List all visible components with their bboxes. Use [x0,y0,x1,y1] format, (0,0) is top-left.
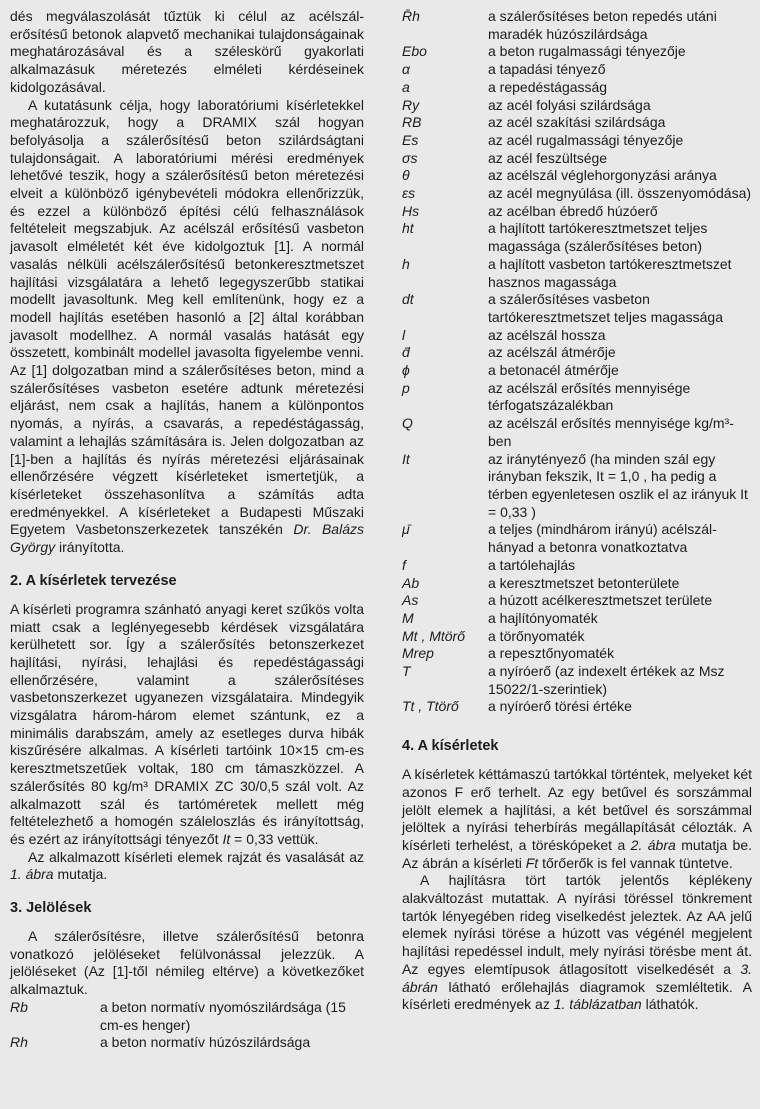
symbol-definition: az acélszál erősítés mennyisége kg/m³-ben [488,415,734,449]
symbol-definition: az acél feszültsége [488,149,608,166]
symbol-definition: a szálerősítéses vasbeton tartókeresztmetszet teljes magassága [488,291,723,325]
symbol-row [402,61,752,79]
symbol-definition: a repedéstágasság [488,78,608,95]
symbol-row [402,203,752,221]
symbol: ht [402,220,414,237]
symbol: M [402,609,414,626]
symbol-definition: a beton normatív nyomószilárdsága (15 cm-es henger) [100,998,346,1033]
symbol-definition: a szálerősítéses beton repedés utáni maradék húzószilárdsága [488,8,717,42]
symbol: R̄h [402,8,420,24]
supervisor-name: Dr. Balázs György [10,521,364,556]
symbol-row [402,256,752,291]
paragraph-figure-ref-text: Az alkalmazott kísérleti elemek rajzát és vasalását az [28,848,364,865]
symbol: θ [402,167,410,184]
symbol-definition: a törőnyomaték [488,627,585,644]
paragraph-experiments-end: tőrőerők is fel vannak tüntetve. [538,854,733,871]
left-column [10,8,364,1052]
paragraph-experiments-mid: mutatja be. Az ábrán a kísérleti [402,836,752,871]
symbol: Rh [10,1034,28,1051]
symbol-definition: az iránytényező (ha minden szál egy irányban fekszik, It = 1,0 , ha pedig a térben egyenletesen oszlik el az irányuk It = 0,33 ) [488,450,748,520]
symbol-row [402,97,752,115]
paragraph-research-goal-text: A kutatásunk célja, hogy laboratóriumi kísérletekkel meghatározzuk, hogy a DRAMIX szál hogyan befolyásolja a szálerősítésű beton szilárdságtani tulajdonságait. A laboratóriumi mérési eredmények lehetővé teszik, hogy a szálerősítésű beton méretezési elveit a különböző igénybevételi módokra ellenőrizzük, és ezzel a különböző építési célú felhasználások feltételeit megszabjuk. Az acélszál erősítésű vasbeton javasolt elméletét két éve kidolgoztuk [1]. A normál vasalás nélküli acélszálerősítésű betonkeresztmetszet hajlítási vizsgálatára a lehető legegyszerűbb statikai modellt javasoltunk. Meg kell említenünk, hogy ez a modell hajlítás esetében hasonló a [2] által korábban javasolt modellhez. A normál vasalás hatását egy összetett, kombinált modellel javasolta figyelembe venni. Az [1] dolgozatban mind a szálerősítéses beton, mind a szálerősítéses vasbeton esetére adtunk méretezési eljárást, nem csak a hajlítás, hanem a különpontos nyomás, a nyírás, a csavarás, a repedéstágasság, valamint a lehajlás számítására is. Jelen dolgozatban az [1]-ben a hajlítás és nyírás méretezési eljárásainak ellenőrzésére végzett kísérleteket ismertetjük, a kísérleteket összehasonlítva a számítás adta eredményekkel. A kísérleteket a Budapesti Műszaki Egyetem Vasbetonszerkezetek tanszékén [10,96,364,538]
symbol-definition: a beton rugalmassági tényezője [488,43,686,60]
symbol-row [10,999,364,1034]
paragraph-research-goal [10,97,364,557]
paragraph-experiments-text: A kísérletek kéttámaszú tartókkal történtek, melyeket két azonos F erő terhelt. Az egy betűvel és sorszámmal jelölt elemek a hajlítási, a két betűvel és sorszámmal jelöltek a nyírási teherbírás megállapítását célozták. A kísérleti terhelést, a töréskópeket a [402,766,752,853]
symbol-row [402,132,752,150]
symbol-row [402,220,752,255]
symbol: Mrep [402,645,434,662]
paragraph-figure-ref [10,849,364,884]
inline-symbol: Ft [525,854,539,871]
symbol-row [402,698,752,716]
symbol-definition: a keresztmetszet betonterülete [488,574,680,591]
symbol: h [402,255,410,272]
paragraph-results-text: A hajlításra tört tartók jelentős képlékeny alakváltozást mutattak. A nyírási töréssel tönkrement tartók lényegében rideg viselkedést jeleztek. Az AA jelű elemek nyírási törése a húzott vas végénél megjelent hajlítási repedéssel indult, mely nyírási törésbe ment át. Az egyes elemtípusok átlagosított viselkedését a [402,872,752,977]
symbol-row [402,8,752,43]
section-heading-4: 4. A kísérletek [402,738,499,755]
symbol-definition: az acél megnyúlása (ill. összenyomódása) [488,185,752,202]
symbol: T [402,663,411,680]
symbol: d̄ [402,344,410,361]
symbol-row [402,185,752,203]
symbol-definition: a beton normatív húzószilárdsága [100,1034,311,1051]
symbol-row [402,592,752,610]
symbol-definition: az acél folyási szilárdsága [488,96,651,113]
paragraph-experiment-design-text: A kísérleti programra szánható anyagi keret szűkös volta miatt csak a leglényegesebb kérdések vizsgálatára kerülhetett sor. Így a szálerősítés betonszerkezet hajlítási, nyírási, lehajlási és repedéstágassági ellenőrzésére, valamint a szálerősítéses vasbetonszerkezet ugyanezen vizsgálataira. Mindegyik vizsgálatra három-három elemet szántunk, ez a minimális darabszám, amely az esetleges durva hibák kiszűrésére alkalmas. A kísérleti tartóink 10×15 cm-es keresztmetszetűek voltak, 180 cm támaszközzel. A szálerősítés 80 kg/m³ DRAMIX ZC 30/0,5 szál volt. Az alkalmazott szál és tartóméretek mellett még feltételezhető a homogén száleloszlás és irányítottság, és ezért az irányítottsági tényezőt [10,600,364,847]
symbol: As [402,592,419,609]
symbol-row [402,645,752,663]
symbol: Q [402,415,413,432]
symbol-row [402,451,752,522]
section-heading-3: 3. Jelölések [10,900,92,917]
symbol-row [402,114,752,132]
symbol-definition: a hajlított vasbeton tartókeresztmetszet hasznos magassága [488,255,732,290]
symbol-definition: az acél szakítási szilárdsága [488,114,666,131]
section-heading-2: 2. A kísérletek tervezése [10,572,177,589]
symbol-row [402,415,752,450]
symbol: Ry [402,96,420,113]
symbol: α [402,61,410,78]
symbol-row [402,610,752,628]
symbol-row [402,150,752,168]
inline-symbol: It [222,830,231,847]
symbol-row [402,521,752,556]
symbol-definition: a tartólehajlás [488,556,576,573]
symbol: Hs [402,202,420,219]
symbol: μ̄ [402,521,410,538]
table-ref: 1. táblázatban [553,996,642,1013]
symbol-row [402,380,752,415]
symbol: p [402,379,410,396]
symbol-definition: a hajlítónyomaték [488,609,598,626]
symbol: Rb [10,998,28,1015]
symbol: a [402,78,410,95]
symbol-row [402,43,752,61]
symbol-row [402,628,752,646]
symbol: It [402,450,410,467]
symbol-definition: az acélszál erősítés mennyisége térfogatszázalékban [488,379,691,414]
figure-ref: 1. ábra [10,866,54,883]
symbol-row [402,167,752,185]
paragraph-results [402,872,752,1014]
symbol: ϕ [402,362,410,379]
paragraph-intro-end: dés megválaszolását tűztük ki célul az acélszál-erősítésű betonok alapvető mechanikai tulajdonságainak meghatározásával és a széleskörű gyakorlati alkalmazásuk méretezés elméleti kérdéseinek kidolgozásával. [10,8,364,95]
symbol-row [402,575,752,593]
symbol: Mt , Mtörő [402,627,466,644]
symbol-row [10,1034,364,1052]
figure-ref: 3. ábrán [402,960,753,995]
paragraph-results-mid: látható erőlehajlás diagramok szemléltetik. A kísérleti eredmények az [402,978,752,1013]
symbol-definition: a betonacél átmérője [488,362,619,379]
symbol: dt [402,291,414,308]
symbol: σs [402,149,418,166]
symbol: Ab [402,574,420,591]
symbol: f [402,556,406,573]
symbol-definition: az acélszál hossza [488,326,606,343]
symbol-row [402,557,752,575]
paragraph-experiment-design [10,601,364,849]
symbol-definition: a húzott acélkeresztmetszet területe [488,592,713,609]
symbol-row [402,362,752,380]
symbol-definition: az acél rugalmassági tényezője [488,131,684,148]
symbol-definition: a teljes (mindhárom irányú) acélszál-hányad a betonra vonatkoztatva [488,521,717,556]
symbol-definition: a nyíróerő (az indexelt értékek az Msz 15022/1-szerintiek) [488,663,725,697]
paragraph-results-end: láthatók. [641,996,699,1013]
symbol-row [402,327,752,345]
symbol: εs [402,185,416,202]
paragraph-experiments [402,766,752,872]
symbol-definition: az acélszál véglehorgonyzási aránya [488,167,717,184]
symbol-row [402,663,752,698]
paragraph-research-goal-end: irányította. [55,539,125,556]
symbol-definition: az acélban ébredő húzóerő [488,202,658,219]
figure-ref: 2. ábra [630,836,676,853]
symbol-definition: a nyíróerő törési értéke [488,698,632,715]
symbol: Es [402,131,419,148]
symbol-row [402,79,752,97]
symbol-definition: az acélszál átmérője [488,344,616,361]
symbol: RB [402,114,422,131]
symbol-definition: a hajlított tartókeresztmetszet teljes magassága (szálerősítéses beton) [488,220,708,255]
symbol: Tt , Ttörő [402,698,459,715]
symbol: Ebo [402,43,427,60]
paragraph-figure-ref-end: mutatja. [53,866,108,883]
paragraph-notation: A szálerősítésre, illetve szálerősítésű betonra vonatkozó jelöléseket felülvonással jelezzük. A jelöléseket (Az [1]-től némileg eltérve) a következőket alkalmaztuk. [10,928,364,998]
right-column [402,8,752,1014]
symbol-row [402,344,752,362]
symbol-definition: a repesztőnyomaték [488,645,615,662]
symbol: l [402,326,406,343]
symbol-list [402,8,752,716]
paragraph-experiment-design-end: = 0,33 vettük. [230,830,319,847]
symbol-definition: a tapadási tényező [488,61,606,78]
symbol-row [402,291,752,326]
